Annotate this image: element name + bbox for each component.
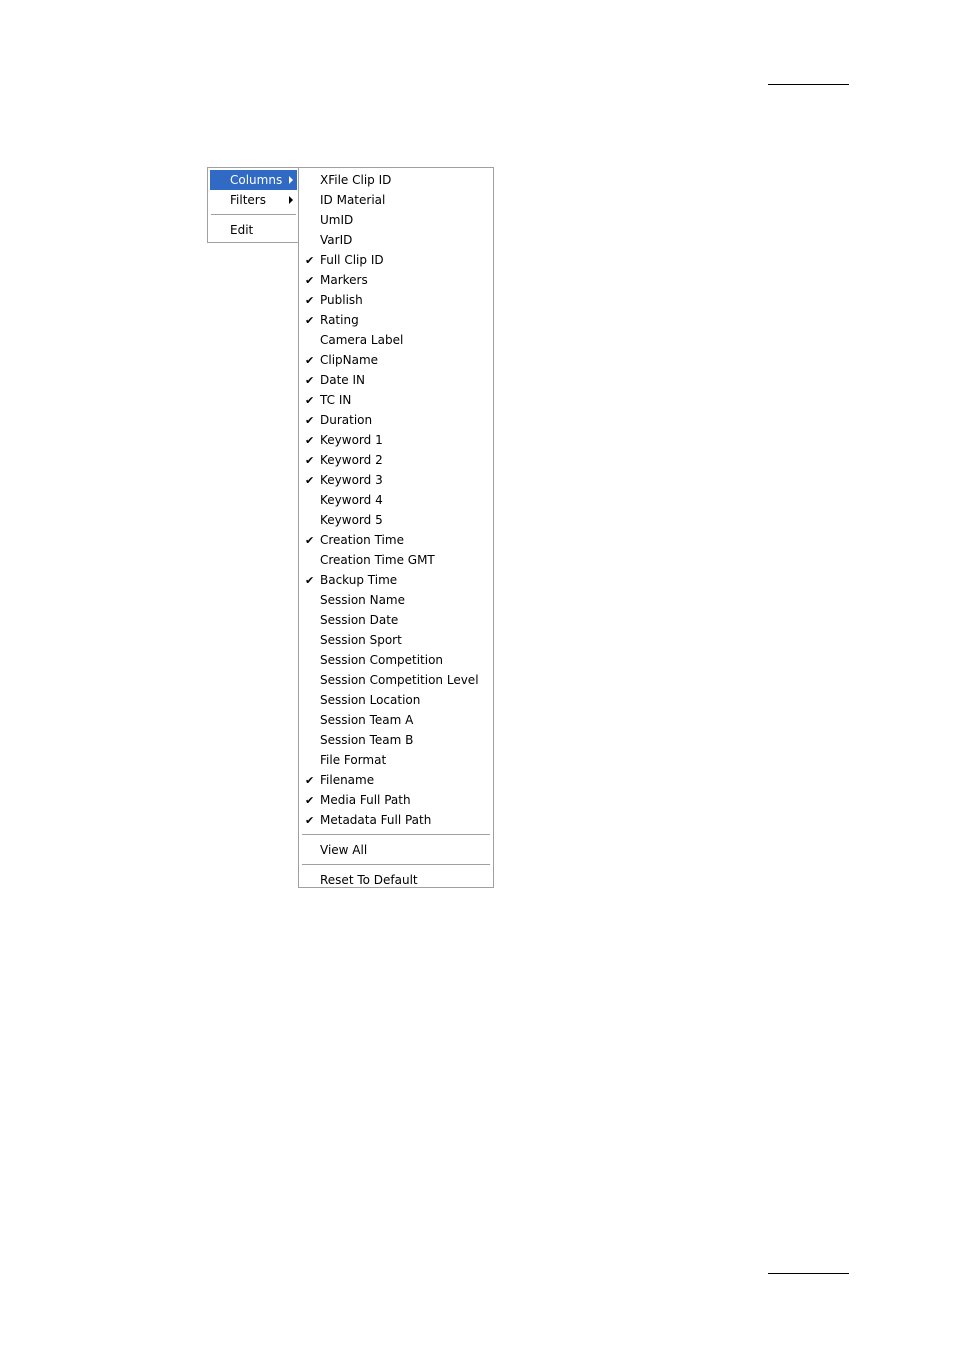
column-option-label: Media Full Path <box>320 793 411 807</box>
column-option-label: XFile Clip ID <box>320 173 392 187</box>
column-option-session-team-a[interactable] <box>301 710 491 730</box>
menu-item-label: Filters <box>230 193 266 207</box>
checkmark-icon: ✔ <box>305 574 315 587</box>
column-option-keyword-2[interactable] <box>301 450 491 470</box>
column-option-label: Metadata Full Path <box>320 813 432 827</box>
checkmark-icon: ✔ <box>305 454 315 467</box>
column-option-session-name[interactable] <box>301 590 491 610</box>
column-option-label: Camera Label <box>320 333 404 347</box>
checkmark-icon: ✔ <box>305 414 315 427</box>
checkmark-icon: ✔ <box>305 774 315 787</box>
column-option-publish[interactable] <box>301 290 491 310</box>
column-option-label: ID Material <box>320 193 386 207</box>
column-option-tc-in[interactable] <box>301 390 491 410</box>
column-option-label: Keyword 2 <box>320 453 383 467</box>
column-option-label: Filename <box>320 773 375 787</box>
column-option-session-date[interactable] <box>301 610 491 630</box>
column-option-markers[interactable] <box>301 270 491 290</box>
checkmark-icon: ✔ <box>305 394 315 407</box>
submenu-arrow-icon <box>289 196 293 204</box>
column-option-label: Session Date <box>320 613 399 627</box>
column-option-label: Session Sport <box>320 633 402 647</box>
column-option-duration[interactable] <box>301 410 491 430</box>
column-option-keyword-3[interactable] <box>301 470 491 490</box>
submenu-arrow-icon <box>289 176 293 184</box>
menu-separator <box>302 834 490 836</box>
menu-item-label: Columns <box>230 173 283 187</box>
column-option-label: Creation Time <box>320 533 404 547</box>
checkmark-icon: ✔ <box>305 294 315 307</box>
checkmark-icon: ✔ <box>305 374 315 387</box>
checkmark-icon: ✔ <box>305 474 315 487</box>
checkmark-icon: ✔ <box>305 434 315 447</box>
column-option-media-full-path[interactable] <box>301 790 491 810</box>
column-option-label: Markers <box>320 273 368 287</box>
checkmark-icon: ✔ <box>305 354 315 367</box>
column-option-camera-label[interactable] <box>301 330 491 350</box>
column-option-session-location[interactable] <box>301 690 491 710</box>
checkmark-icon: ✔ <box>305 274 315 287</box>
checkmark-icon: ✔ <box>305 534 315 547</box>
column-option-session-competition[interactable] <box>301 650 491 670</box>
column-option-label: Duration <box>320 413 373 427</box>
column-option-label: Session Location <box>320 693 421 707</box>
checkmark-icon: ✔ <box>305 814 315 827</box>
column-option-label: ClipName <box>320 353 379 367</box>
column-option-xfile-clip-id[interactable] <box>301 170 491 190</box>
column-option-date-in[interactable] <box>301 370 491 390</box>
column-option-keyword-4[interactable] <box>301 490 491 510</box>
column-option-session-competition-level[interactable] <box>301 670 491 690</box>
column-option-creation-time-gmt[interactable] <box>301 550 491 570</box>
column-option-creation-time[interactable] <box>301 530 491 550</box>
column-option-label: File Format <box>320 753 387 767</box>
view-all-button[interactable] <box>301 840 491 860</box>
column-option-label: Session Competition Level <box>320 673 479 687</box>
column-option-label: Backup Time <box>320 573 398 587</box>
column-option-label: UmID <box>320 213 354 227</box>
column-option-label: Keyword 1 <box>320 433 383 447</box>
column-option-label: Full Clip ID <box>320 253 384 267</box>
column-option-label: TC IN <box>320 393 352 407</box>
column-option-label: Session Team B <box>320 733 414 747</box>
column-option-filename[interactable] <box>301 770 491 790</box>
column-option-session-sport[interactable] <box>301 630 491 650</box>
menu-separator <box>302 864 490 866</box>
column-option-label: Publish <box>320 293 363 307</box>
column-option-varid[interactable] <box>301 230 491 250</box>
checkmark-icon: ✔ <box>305 794 315 807</box>
menu-separator <box>211 214 296 216</box>
column-option-full-clip-id[interactable] <box>301 250 491 270</box>
page-footer-rule <box>768 1273 849 1274</box>
column-option-label: Keyword 4 <box>320 493 383 507</box>
column-option-label: Keyword 3 <box>320 473 383 487</box>
column-option-label: Date IN <box>320 373 366 387</box>
column-option-keyword-1[interactable] <box>301 430 491 450</box>
reset-to-default-label: Reset To Default <box>320 873 418 887</box>
menu-item-edit[interactable] <box>210 220 297 240</box>
column-option-id-material[interactable] <box>301 190 491 210</box>
context-menu <box>207 167 299 243</box>
column-option-file-format[interactable] <box>301 750 491 770</box>
column-option-label: Creation Time GMT <box>320 553 435 567</box>
columns-submenu <box>298 167 494 888</box>
checkmark-icon: ✔ <box>305 254 315 267</box>
column-option-rating[interactable] <box>301 310 491 330</box>
column-option-keyword-5[interactable] <box>301 510 491 530</box>
column-option-label: VarID <box>320 233 353 247</box>
reset-to-default-button[interactable] <box>301 870 491 890</box>
column-option-session-team-b[interactable] <box>301 730 491 750</box>
column-option-backup-time[interactable] <box>301 570 491 590</box>
column-option-label: Keyword 5 <box>320 513 383 527</box>
column-option-label: Session Name <box>320 593 406 607</box>
menu-item-label: Edit <box>230 223 254 237</box>
column-option-metadata-full-path[interactable] <box>301 810 491 830</box>
column-option-label: Session Competition <box>320 653 444 667</box>
column-option-umid[interactable] <box>301 210 491 230</box>
menu-item-columns[interactable] <box>210 170 297 190</box>
column-option-label: Session Team A <box>320 713 414 727</box>
page-header-rule <box>768 84 849 85</box>
column-option-label: Rating <box>320 313 359 327</box>
checkmark-icon: ✔ <box>305 314 315 327</box>
column-option-clipname[interactable] <box>301 350 491 370</box>
menu-item-filters[interactable] <box>210 190 297 210</box>
view-all-label: View All <box>320 843 368 857</box>
